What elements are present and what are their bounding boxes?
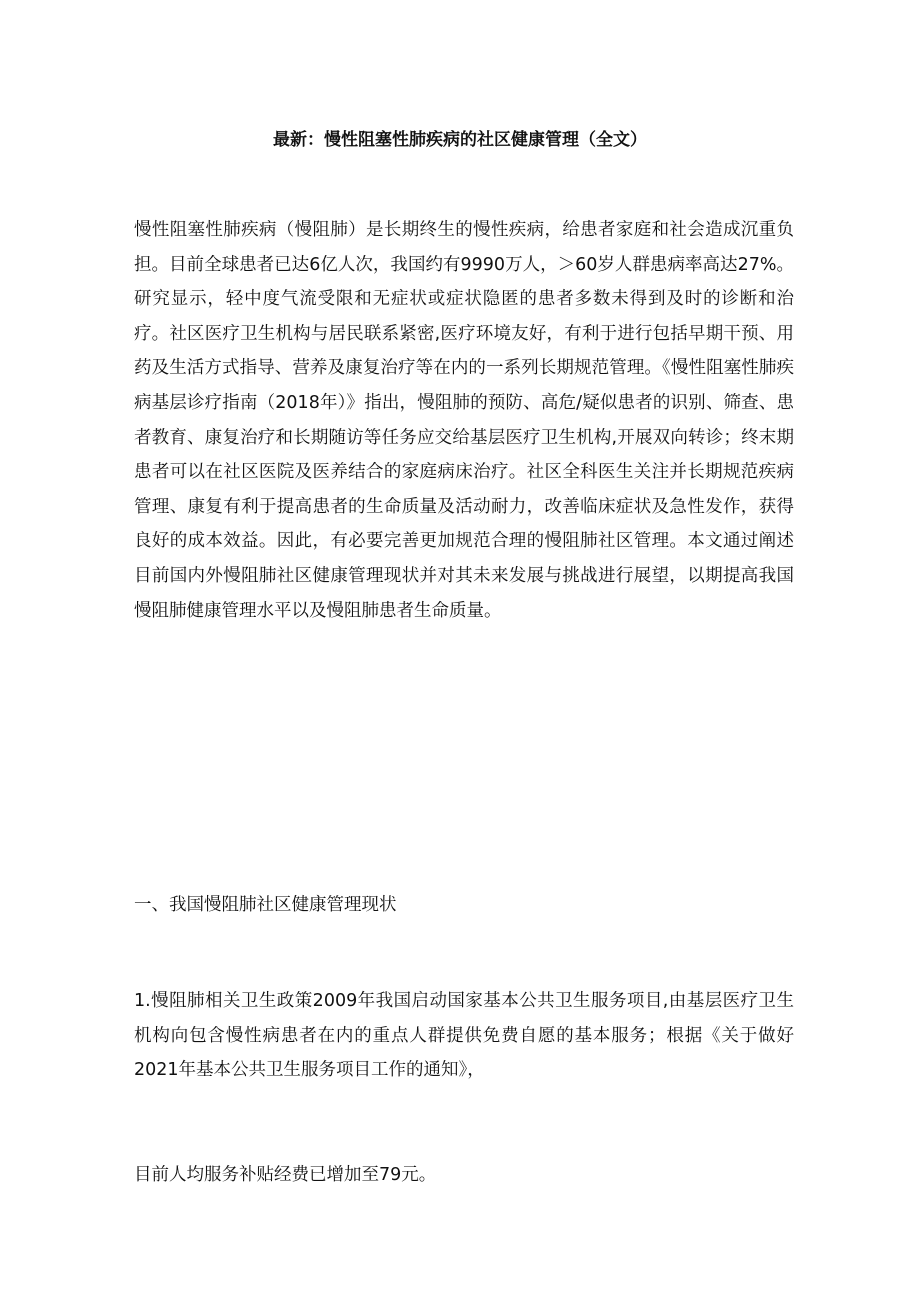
subsidy-paragraph: 目前人均服务补贴经费已增加至79元。 — [134, 1165, 437, 1185]
section-heading: 一、我国慢阻肺社区健康管理现状 — [134, 895, 397, 915]
policy-paragraph: 1.慢阻肺相关卫生政策2009年我国启动国家基本公共卫生服务项目,由基层医疗卫生机构向包含慢性病患者在内的重点人群提供免费自愿的基本服务；根据《关于做好2021年基本公共卫生服务项目工作的通知》， — [134, 991, 794, 1081]
intro-paragraph: 慢性阻塞性肺疾病（慢阻肺）是长期终生的慢性疾病，给患者家庭和社会造成沉重负担。目前全球患者已达6亿人次，我国约有9990万人，＞60岁人群患病率高达27%。研究显示，轻中度气流受限和无症状或症状隐匿的患者多数未得到及时的诊断和治疗。社区医疗卫生机构与居民联系紧密,医疗环境友好，有利于进行包括早期干预、用药及生活方式指导、营养及康复治疗等在内的一系列长期规范管理。《慢性阻塞性肺疾病基层诊疗指南（2018年）》指出，慢阻肺的预防、高危/疑似患者的识别、筛查、患者教育、康复治疗和长期随访等任务应交给基层医疗卫生机构,开展双向转诊；终末期患者可以在社区医院及医养结合的家庭病床治疗。社区全科医生关注并长期规范疾病管理、康复有利于提高患者的生命质量及活动耐力，改善临床症状及急性发作，获得良好的成本效益。因此，有必要完善更加规范合理的慢阻肺社区管理。本文通过阐述目前国内外慢阻肺社区健康管理现状并对其未来发展与挑战进行展望，以期提高我国慢阻肺健康管理水平以及慢阻肺患者生命质量。 — [134, 220, 794, 621]
document-title: 最新：慢性阻塞性肺疾病的社区健康管理（全文） — [273, 130, 647, 150]
